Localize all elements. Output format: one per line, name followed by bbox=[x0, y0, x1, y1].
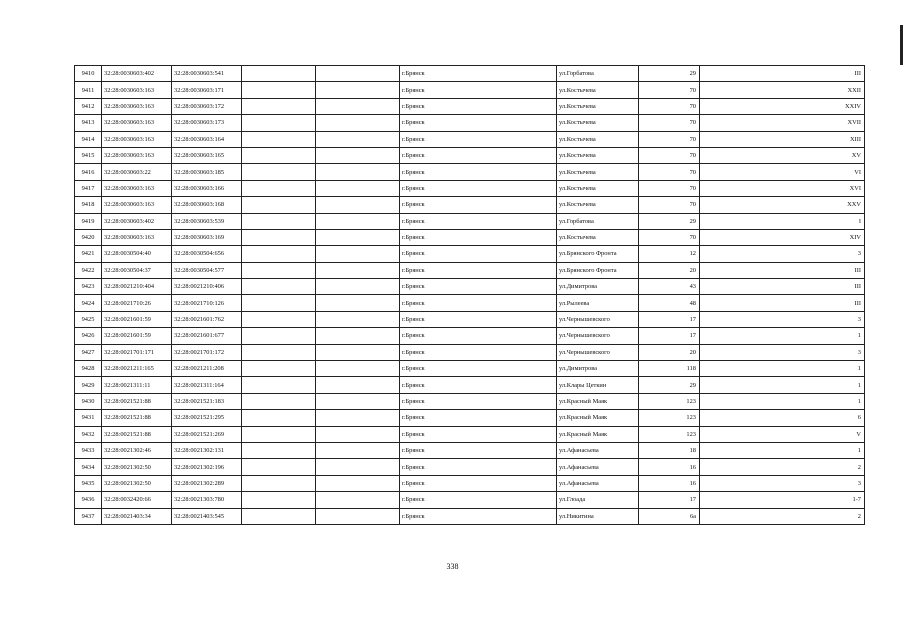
blank-cell-b bbox=[316, 311, 400, 327]
blank-cell-a bbox=[242, 393, 316, 409]
premises-number: 3 bbox=[700, 344, 865, 360]
city: г.Брянск bbox=[400, 131, 557, 147]
table-row bbox=[75, 213, 865, 229]
row-number: 9416 bbox=[75, 164, 102, 180]
cadastral-number: 32:28:0021302:289 bbox=[172, 475, 242, 491]
street: ул.Костычева bbox=[557, 197, 639, 213]
blank-cell-b bbox=[316, 361, 400, 377]
row-number: 9424 bbox=[75, 295, 102, 311]
cadastral-number: 32:28:0021210:406 bbox=[172, 279, 242, 295]
blank-cell-a bbox=[242, 426, 316, 442]
table-row bbox=[75, 393, 865, 409]
city: г.Брянск bbox=[400, 98, 557, 114]
blank-cell-b bbox=[316, 147, 400, 163]
cadastral-number: 32:28:0030603:168 bbox=[172, 197, 242, 213]
city: г.Брянск bbox=[400, 311, 557, 327]
city: г.Брянск bbox=[400, 197, 557, 213]
table-row bbox=[75, 262, 865, 278]
parent-cadastral-number: 32:28:0030603:163 bbox=[102, 98, 172, 114]
row-number: 9432 bbox=[75, 426, 102, 442]
premises-number: III bbox=[700, 66, 865, 82]
parent-cadastral-number: 32:28:0030603:22 bbox=[102, 164, 172, 180]
street: ул.Чернышевского bbox=[557, 328, 639, 344]
row-number: 9431 bbox=[75, 410, 102, 426]
table-row bbox=[75, 442, 865, 458]
row-number: 9420 bbox=[75, 229, 102, 245]
premises-number: VI bbox=[700, 164, 865, 180]
blank-cell-a bbox=[242, 131, 316, 147]
blank-cell-a bbox=[242, 98, 316, 114]
city: г.Брянск bbox=[400, 393, 557, 409]
city: г.Брянск bbox=[400, 344, 557, 360]
house-number: 17 bbox=[639, 328, 700, 344]
house-number: 20 bbox=[639, 262, 700, 278]
house-number: 123 bbox=[639, 393, 700, 409]
blank-cell-b bbox=[316, 213, 400, 229]
blank-cell-b bbox=[316, 377, 400, 393]
parent-cadastral-number: 32:28:0021302:50 bbox=[102, 459, 172, 475]
blank-cell-b bbox=[316, 459, 400, 475]
parent-cadastral-number: 32:28:0021403:34 bbox=[102, 508, 172, 524]
house-number: 29 bbox=[639, 377, 700, 393]
blank-cell-a bbox=[242, 164, 316, 180]
table-row bbox=[75, 508, 865, 524]
blank-cell-b bbox=[316, 66, 400, 82]
house-number: 70 bbox=[639, 229, 700, 245]
house-number: 70 bbox=[639, 147, 700, 163]
parent-cadastral-number: 32:28:0030603:163 bbox=[102, 115, 172, 131]
blank-cell-a bbox=[242, 508, 316, 524]
city: г.Брянск bbox=[400, 246, 557, 262]
house-number: 48 bbox=[639, 295, 700, 311]
table-row bbox=[75, 66, 865, 82]
cadastral-number: 32:28:0030603:169 bbox=[172, 229, 242, 245]
street: ул.Глоада bbox=[557, 492, 639, 508]
street: ул.Красный Маяк bbox=[557, 426, 639, 442]
blank-cell-a bbox=[242, 361, 316, 377]
premises-number: 1 bbox=[700, 393, 865, 409]
table-row bbox=[75, 82, 865, 98]
blank-cell-b bbox=[316, 98, 400, 114]
parent-cadastral-number: 32:28:0021701:171 bbox=[102, 344, 172, 360]
blank-cell-b bbox=[316, 295, 400, 311]
street: ул.Димитрова bbox=[557, 361, 639, 377]
blank-cell-a bbox=[242, 115, 316, 131]
row-number: 9417 bbox=[75, 180, 102, 196]
street: ул.Костычева bbox=[557, 131, 639, 147]
cadastral-number: 32:28:0021302:131 bbox=[172, 442, 242, 458]
table-row bbox=[75, 197, 865, 213]
blank-cell-b bbox=[316, 180, 400, 196]
row-number: 9434 bbox=[75, 459, 102, 475]
cadastral-number: 32:28:0030603:539 bbox=[172, 213, 242, 229]
cadastral-number: 32:28:0030603:172 bbox=[172, 98, 242, 114]
city: г.Брянск bbox=[400, 82, 557, 98]
table-row bbox=[75, 377, 865, 393]
blank-cell-b bbox=[316, 115, 400, 131]
premises-number: XIV bbox=[700, 229, 865, 245]
premises-number: 1-7 bbox=[700, 492, 865, 508]
city: г.Брянск bbox=[400, 229, 557, 245]
blank-cell-b bbox=[316, 279, 400, 295]
blank-cell-b bbox=[316, 410, 400, 426]
cadastral-number: 32:28:0021710:126 bbox=[172, 295, 242, 311]
parent-cadastral-number: 32:28:0021311:11 bbox=[102, 377, 172, 393]
table-row bbox=[75, 492, 865, 508]
blank-cell-a bbox=[242, 295, 316, 311]
table-row bbox=[75, 115, 865, 131]
blank-cell-a bbox=[242, 147, 316, 163]
city: г.Брянск bbox=[400, 492, 557, 508]
premises-number: I bbox=[700, 213, 865, 229]
cadastral-number: 32:28:0021521:295 bbox=[172, 410, 242, 426]
street: ул.Горбатова bbox=[557, 213, 639, 229]
house-number: 29 bbox=[639, 66, 700, 82]
parent-cadastral-number: 32:28:0030603:402 bbox=[102, 213, 172, 229]
blank-cell-b bbox=[316, 442, 400, 458]
street: ул.Красный Маяк bbox=[557, 393, 639, 409]
row-number: 9430 bbox=[75, 393, 102, 409]
registry-table bbox=[74, 65, 865, 525]
city: г.Брянск bbox=[400, 164, 557, 180]
parent-cadastral-number: 32:28:0030603:163 bbox=[102, 131, 172, 147]
row-number: 9435 bbox=[75, 475, 102, 491]
row-number: 9436 bbox=[75, 492, 102, 508]
street: ул.Костычева bbox=[557, 147, 639, 163]
house-number: 17 bbox=[639, 492, 700, 508]
street: ул.Костычева bbox=[557, 229, 639, 245]
parent-cadastral-number: 32:28:0030603:163 bbox=[102, 82, 172, 98]
table-row bbox=[75, 459, 865, 475]
premises-number: 2 bbox=[700, 508, 865, 524]
city: г.Брянск bbox=[400, 328, 557, 344]
blank-cell-a bbox=[242, 279, 316, 295]
row-number: 9411 bbox=[75, 82, 102, 98]
house-number: 70 bbox=[639, 164, 700, 180]
cadastral-number: 32:28:0021311:164 bbox=[172, 377, 242, 393]
row-number: 9433 bbox=[75, 442, 102, 458]
premises-number: V bbox=[700, 426, 865, 442]
blank-cell-a bbox=[242, 344, 316, 360]
blank-cell-b bbox=[316, 344, 400, 360]
table-row bbox=[75, 311, 865, 327]
city: г.Брянск bbox=[400, 147, 557, 163]
blank-cell-b bbox=[316, 426, 400, 442]
premises-number: 6 bbox=[700, 410, 865, 426]
city: г.Брянск bbox=[400, 262, 557, 278]
premises-number: III bbox=[700, 262, 865, 278]
premises-number: 1 bbox=[700, 361, 865, 377]
house-number: 17 bbox=[639, 311, 700, 327]
row-number: 9414 bbox=[75, 131, 102, 147]
blank-cell-a bbox=[242, 180, 316, 196]
table-row bbox=[75, 98, 865, 114]
premises-number: 3 bbox=[700, 246, 865, 262]
row-number: 9413 bbox=[75, 115, 102, 131]
table-row bbox=[75, 131, 865, 147]
cadastral-number: 32:28:0021701:172 bbox=[172, 344, 242, 360]
blank-cell-b bbox=[316, 508, 400, 524]
premises-number: III bbox=[700, 295, 865, 311]
house-number: 123 bbox=[639, 426, 700, 442]
house-number: 18 bbox=[639, 442, 700, 458]
street: ул.Чернышевского bbox=[557, 344, 639, 360]
blank-cell-a bbox=[242, 213, 316, 229]
house-number: 70 bbox=[639, 82, 700, 98]
blank-cell-a bbox=[242, 492, 316, 508]
street: ул.Красный Маяк bbox=[557, 410, 639, 426]
blank-cell-a bbox=[242, 410, 316, 426]
cadastral-number: 32:28:0030603:166 bbox=[172, 180, 242, 196]
scan-edge-mark bbox=[900, 25, 903, 65]
city: г.Брянск bbox=[400, 377, 557, 393]
city: г.Брянск bbox=[400, 279, 557, 295]
blank-cell-b bbox=[316, 393, 400, 409]
table-row bbox=[75, 344, 865, 360]
table-row bbox=[75, 328, 865, 344]
premises-number: III bbox=[700, 279, 865, 295]
street: ул.Брянского Фронта bbox=[557, 262, 639, 278]
parent-cadastral-number: 32:28:0021521:88 bbox=[102, 410, 172, 426]
parent-cadastral-number: 32:28:0030603:163 bbox=[102, 147, 172, 163]
cadastral-number: 32:28:0030603:541 bbox=[172, 66, 242, 82]
premises-number: 3 bbox=[700, 475, 865, 491]
parent-cadastral-number: 32:28:0021210:404 bbox=[102, 279, 172, 295]
row-number: 9426 bbox=[75, 328, 102, 344]
parent-cadastral-number: 32:28:0032420:66 bbox=[102, 492, 172, 508]
street: ул.Костычева bbox=[557, 98, 639, 114]
street: ул.Костычева bbox=[557, 115, 639, 131]
house-number: 20 bbox=[639, 344, 700, 360]
city: г.Брянск bbox=[400, 442, 557, 458]
blank-cell-b bbox=[316, 262, 400, 278]
cadastral-number: 32:28:0030603:173 bbox=[172, 115, 242, 131]
table-row bbox=[75, 295, 865, 311]
city: г.Брянск bbox=[400, 361, 557, 377]
premises-number: 1 bbox=[700, 377, 865, 393]
city: г.Брянск bbox=[400, 426, 557, 442]
parent-cadastral-number: 32:28:0030603:163 bbox=[102, 229, 172, 245]
blank-cell-b bbox=[316, 82, 400, 98]
cadastral-number: 32:28:0030603:165 bbox=[172, 147, 242, 163]
row-number: 9410 bbox=[75, 66, 102, 82]
cadastral-number: 32:28:0021303:780 bbox=[172, 492, 242, 508]
city: г.Брянск bbox=[400, 295, 557, 311]
row-number: 9437 bbox=[75, 508, 102, 524]
row-number: 9429 bbox=[75, 377, 102, 393]
blank-cell-a bbox=[242, 442, 316, 458]
street: ул.Костычева bbox=[557, 180, 639, 196]
table-row bbox=[75, 361, 865, 377]
cadastral-number: 32:28:0030603:185 bbox=[172, 164, 242, 180]
house-number: 70 bbox=[639, 98, 700, 114]
blank-cell-a bbox=[242, 311, 316, 327]
house-number: 70 bbox=[639, 115, 700, 131]
street: ул.Костычева bbox=[557, 164, 639, 180]
parent-cadastral-number: 32:28:0021211:165 bbox=[102, 361, 172, 377]
city: г.Брянск bbox=[400, 459, 557, 475]
row-number: 9422 bbox=[75, 262, 102, 278]
cadastral-number: 32:28:0021521:269 bbox=[172, 426, 242, 442]
table-row bbox=[75, 147, 865, 163]
row-number: 9419 bbox=[75, 213, 102, 229]
street: ул.Клары Цеткин bbox=[557, 377, 639, 393]
parent-cadastral-number: 32:28:0021521:88 bbox=[102, 393, 172, 409]
parent-cadastral-number: 32:28:0030603:163 bbox=[102, 197, 172, 213]
premises-number: XV bbox=[700, 147, 865, 163]
row-number: 9428 bbox=[75, 361, 102, 377]
parent-cadastral-number: 32:28:0021601:59 bbox=[102, 311, 172, 327]
street: ул.Горбатова bbox=[557, 66, 639, 82]
page-number: 338 bbox=[446, 562, 459, 571]
premises-number: XVI bbox=[700, 180, 865, 196]
street: ул.Афанасьева bbox=[557, 442, 639, 458]
premises-number: 2 bbox=[700, 459, 865, 475]
blank-cell-a bbox=[242, 197, 316, 213]
table-row bbox=[75, 180, 865, 196]
street: ул.Афанасьева bbox=[557, 475, 639, 491]
cadastral-number: 32:28:0030504:577 bbox=[172, 262, 242, 278]
house-number: 6а bbox=[639, 508, 700, 524]
blank-cell-b bbox=[316, 475, 400, 491]
street: ул.Никитина bbox=[557, 508, 639, 524]
parent-cadastral-number: 32:28:0030603:402 bbox=[102, 66, 172, 82]
parent-cadastral-number: 32:28:0021710:26 bbox=[102, 295, 172, 311]
house-number: 43 bbox=[639, 279, 700, 295]
blank-cell-a bbox=[242, 377, 316, 393]
blank-cell-a bbox=[242, 475, 316, 491]
table-row bbox=[75, 475, 865, 491]
premises-number: XXV bbox=[700, 197, 865, 213]
street: ул.Афанасьева bbox=[557, 459, 639, 475]
premises-number: XVII bbox=[700, 115, 865, 131]
house-number: 16 bbox=[639, 475, 700, 491]
cadastral-number: 32:28:0030504:656 bbox=[172, 246, 242, 262]
blank-cell-b bbox=[316, 492, 400, 508]
premises-number: XIII bbox=[700, 131, 865, 147]
house-number: 16 bbox=[639, 459, 700, 475]
house-number: 70 bbox=[639, 197, 700, 213]
cadastral-number: 32:28:0021302:196 bbox=[172, 459, 242, 475]
premises-number: XXII bbox=[700, 82, 865, 98]
table-row bbox=[75, 229, 865, 245]
table-row bbox=[75, 164, 865, 180]
street: ул.Брянского Фронта bbox=[557, 246, 639, 262]
parent-cadastral-number: 32:28:0021601:59 bbox=[102, 328, 172, 344]
parent-cadastral-number: 32:28:0030504:37 bbox=[102, 262, 172, 278]
city: г.Брянск bbox=[400, 180, 557, 196]
street: ул.Рылеева bbox=[557, 295, 639, 311]
table-row bbox=[75, 410, 865, 426]
street: ул.Чернышевского bbox=[557, 311, 639, 327]
blank-cell-a bbox=[242, 459, 316, 475]
premises-number: 1 bbox=[700, 442, 865, 458]
row-number: 9427 bbox=[75, 344, 102, 360]
blank-cell-a bbox=[242, 328, 316, 344]
city: г.Брянск bbox=[400, 410, 557, 426]
blank-cell-a bbox=[242, 66, 316, 82]
blank-cell-b bbox=[316, 131, 400, 147]
row-number: 9418 bbox=[75, 197, 102, 213]
row-number: 9421 bbox=[75, 246, 102, 262]
row-number: 9415 bbox=[75, 147, 102, 163]
house-number: 29 bbox=[639, 213, 700, 229]
blank-cell-a bbox=[242, 246, 316, 262]
blank-cell-b bbox=[316, 197, 400, 213]
cadastral-number: 32:28:0030603:171 bbox=[172, 82, 242, 98]
city: г.Брянск bbox=[400, 66, 557, 82]
parent-cadastral-number: 32:28:0030603:163 bbox=[102, 180, 172, 196]
blank-cell-b bbox=[316, 328, 400, 344]
street: ул.Костычева bbox=[557, 82, 639, 98]
city: г.Брянск bbox=[400, 213, 557, 229]
blank-cell-b bbox=[316, 229, 400, 245]
parent-cadastral-number: 32:28:0021302:46 bbox=[102, 442, 172, 458]
street: ул.Димитрова bbox=[557, 279, 639, 295]
house-number: 12 bbox=[639, 246, 700, 262]
parent-cadastral-number: 32:28:0030504:40 bbox=[102, 246, 172, 262]
premises-number: 1 bbox=[700, 328, 865, 344]
cadastral-number: 32:28:0021601:762 bbox=[172, 311, 242, 327]
city: г.Брянск bbox=[400, 475, 557, 491]
house-number: 118 bbox=[639, 361, 700, 377]
city: г.Брянск bbox=[400, 115, 557, 131]
cadastral-number: 32:28:0030603:164 bbox=[172, 131, 242, 147]
row-number: 9425 bbox=[75, 311, 102, 327]
house-number: 70 bbox=[639, 180, 700, 196]
blank-cell-a bbox=[242, 229, 316, 245]
table-row bbox=[75, 246, 865, 262]
registry-table-body bbox=[75, 66, 865, 525]
cadastral-number: 32:28:0021521:183 bbox=[172, 393, 242, 409]
row-number: 9423 bbox=[75, 279, 102, 295]
premises-number: XXIV bbox=[700, 98, 865, 114]
blank-cell-b bbox=[316, 164, 400, 180]
city: г.Брянск bbox=[400, 508, 557, 524]
blank-cell-b bbox=[316, 246, 400, 262]
table-row bbox=[75, 279, 865, 295]
cadastral-number: 32:28:0021601:677 bbox=[172, 328, 242, 344]
row-number: 9412 bbox=[75, 98, 102, 114]
parent-cadastral-number: 32:28:0021302:50 bbox=[102, 475, 172, 491]
premises-number: 3 bbox=[700, 311, 865, 327]
parent-cadastral-number: 32:28:0021521:88 bbox=[102, 426, 172, 442]
cadastral-number: 32:28:0021211:208 bbox=[172, 361, 242, 377]
house-number: 70 bbox=[639, 131, 700, 147]
blank-cell-a bbox=[242, 262, 316, 278]
cadastral-number: 32:28:0021403:545 bbox=[172, 508, 242, 524]
blank-cell-a bbox=[242, 82, 316, 98]
house-number: 123 bbox=[639, 410, 700, 426]
table-row bbox=[75, 426, 865, 442]
